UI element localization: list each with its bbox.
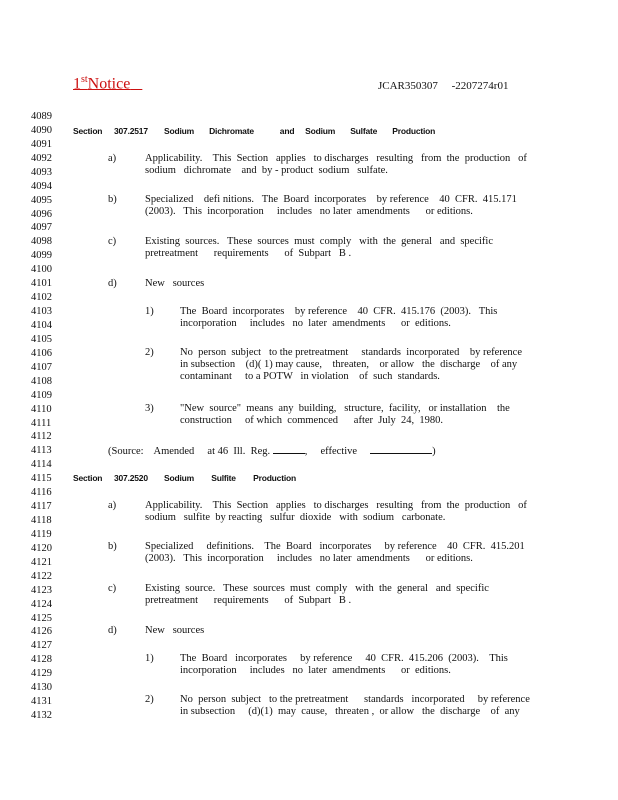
line-number: 4106 (31, 347, 52, 359)
line-number: 4132 (31, 710, 52, 721)
paragraph-line: pretreatment requirements of Subpart B . (145, 248, 352, 259)
paragraph-line: sodium dichromate and by - product sodium sulfate. (145, 165, 388, 176)
subsection-marker: c) (108, 583, 117, 594)
subsection-marker: a) (108, 153, 117, 164)
section-number: 307.2517 (114, 126, 148, 136)
paragraph-line: New sources (145, 625, 205, 636)
line-number: 4115 (31, 473, 52, 485)
paragraph-line: No person subject to the pretreatment standards incorporated by reference (180, 347, 522, 358)
line-number: 4122 (31, 570, 52, 582)
subsection-marker: b) (108, 194, 117, 205)
line-number: 4107 (31, 361, 52, 373)
line-number: 4112 (31, 431, 52, 443)
paragraph-line: Specialized defi nitions. The Board incorporates by reference 40 CFR. 415.171 (145, 194, 517, 205)
subsection-marker: b) (108, 541, 117, 552)
paragraph-line: construction of which commenced after July 24, 1980. (180, 415, 444, 426)
notice-number: 1 (73, 75, 81, 93)
paragraph-line: in subsection (d)( 1) may cause, threaten, or allow the discharge of any (180, 359, 518, 370)
notice-suffix: st (81, 74, 88, 85)
paragraph-line: "New source" means any building, structure, facility, or installation the (180, 403, 510, 414)
date-blank (370, 444, 432, 454)
subsection-marker: c) (108, 236, 117, 247)
line-number: 4120 (31, 542, 52, 554)
line-number: 4096 (31, 208, 52, 220)
line-number: 4130 (31, 682, 52, 694)
subsection-marker: d) (108, 625, 117, 636)
line-number: 4126 (31, 626, 52, 638)
notice-heading (73, 74, 142, 93)
line-number: 4125 (31, 612, 52, 624)
item-marker: 1) (145, 653, 154, 664)
section-title: Sodium Sulfite Production (164, 473, 296, 483)
line-number: 4116 (31, 487, 52, 499)
line-number: 4110 (31, 403, 52, 415)
line-number: 4111 (31, 417, 52, 429)
line-number: 4095 (31, 194, 52, 206)
line-number: 4105 (31, 333, 52, 345)
line-number: 4091 (31, 138, 52, 150)
source-lead: (Source: Amended at 46 Ill. Reg. (108, 446, 271, 457)
paragraph-line: Applicability. This Section applies to discharges resulting from the production of (145, 500, 527, 511)
line-number: 4119 (31, 528, 52, 540)
paragraph-line: incorporation includes no later amendments or editions. (180, 318, 451, 329)
line-number: 4121 (31, 556, 52, 568)
line-number: 4104 (31, 319, 52, 331)
paragraph-line: incorporation includes no later amendments or editions. (180, 665, 451, 676)
line-number: 4128 (31, 654, 52, 666)
reg-blank (273, 444, 305, 454)
line-number: 4123 (31, 584, 52, 596)
section-number: 307.2520 (114, 473, 148, 483)
item-marker: 3) (145, 403, 154, 414)
line-number: 4099 (31, 250, 52, 262)
line-number: 4127 (31, 640, 52, 652)
paragraph-line: The Board incorporates by reference 40 CFR. 415.176 (2003). This (180, 306, 498, 317)
subsection-marker: d) (108, 278, 117, 289)
paragraph-line: Existing source. These sources must comply with the general and specific (145, 583, 489, 594)
line-number: 4101 (31, 278, 52, 290)
section-label: Section (73, 126, 103, 136)
paragraph-line: The Board incorporates by reference 40 CFR. 415.206 (2003). This (180, 653, 508, 664)
line-number: 4098 (31, 236, 52, 248)
line-number: 4108 (31, 375, 52, 387)
source-note (108, 444, 436, 458)
paragraph-line: (2003). This incorporation includes no later amendments or editions. (145, 206, 473, 217)
paragraph-line: Specialized definitions. The Board incorporates by reference 40 CFR. 415.201 (145, 541, 525, 552)
paragraph-line: contaminant to a POTW in violation of such standards. (180, 371, 440, 382)
line-number: 4092 (31, 152, 52, 164)
line-number: 4093 (31, 166, 52, 178)
paragraph-line: New sources (145, 278, 205, 289)
line-number: 4100 (31, 264, 52, 276)
item-marker: 2) (145, 694, 154, 705)
line-number: 4109 (31, 389, 52, 401)
subsection-marker: a) (108, 500, 117, 511)
line-number: 4090 (31, 124, 52, 136)
line-number: 4103 (31, 306, 52, 317)
paragraph-line: Applicability. This Section applies to discharges resulting from the production of (145, 153, 527, 164)
line-number: 4114 (31, 459, 52, 471)
line-number: 4089 (31, 111, 52, 122)
line-number: 4102 (31, 292, 52, 304)
document-code: JCAR350307 -2207274r01 (378, 80, 509, 92)
paragraph-line: (2003). This incorporation includes no later amendments or editions. (145, 553, 473, 564)
section-label: Section (73, 473, 103, 483)
paragraph-line: sodium sulfite by reacting sulfur dioxide with sodium carbonate. (145, 512, 446, 523)
line-number: 4129 (31, 668, 52, 680)
line-number: 4131 (31, 696, 52, 708)
source-effective: , effective (304, 446, 358, 457)
paragraph-line: in subsection (d)(1) may cause, threaten , or allow the discharge of any (180, 706, 520, 717)
paragraph-line: No person subject to the pretreatment standards incorporated by reference (180, 694, 530, 705)
item-marker: 1) (145, 306, 154, 317)
line-number: 4097 (31, 222, 52, 234)
line-number: 4117 (31, 501, 52, 512)
item-marker: 2) (145, 347, 154, 358)
section-title: Sodium Dichromate and Sodium Sulfate Production (164, 126, 436, 136)
line-number: 4118 (31, 515, 52, 526)
paragraph-line: Existing sources. These sources must comply with the general and specific (145, 236, 493, 247)
notice-word: Notice (87, 75, 131, 93)
line-number: 4124 (31, 598, 52, 610)
paragraph-line: pretreatment requirements of Subpart B . (145, 595, 352, 606)
source-close: ) (432, 446, 436, 457)
line-number: 4094 (31, 180, 52, 192)
line-number: 4113 (31, 445, 52, 457)
